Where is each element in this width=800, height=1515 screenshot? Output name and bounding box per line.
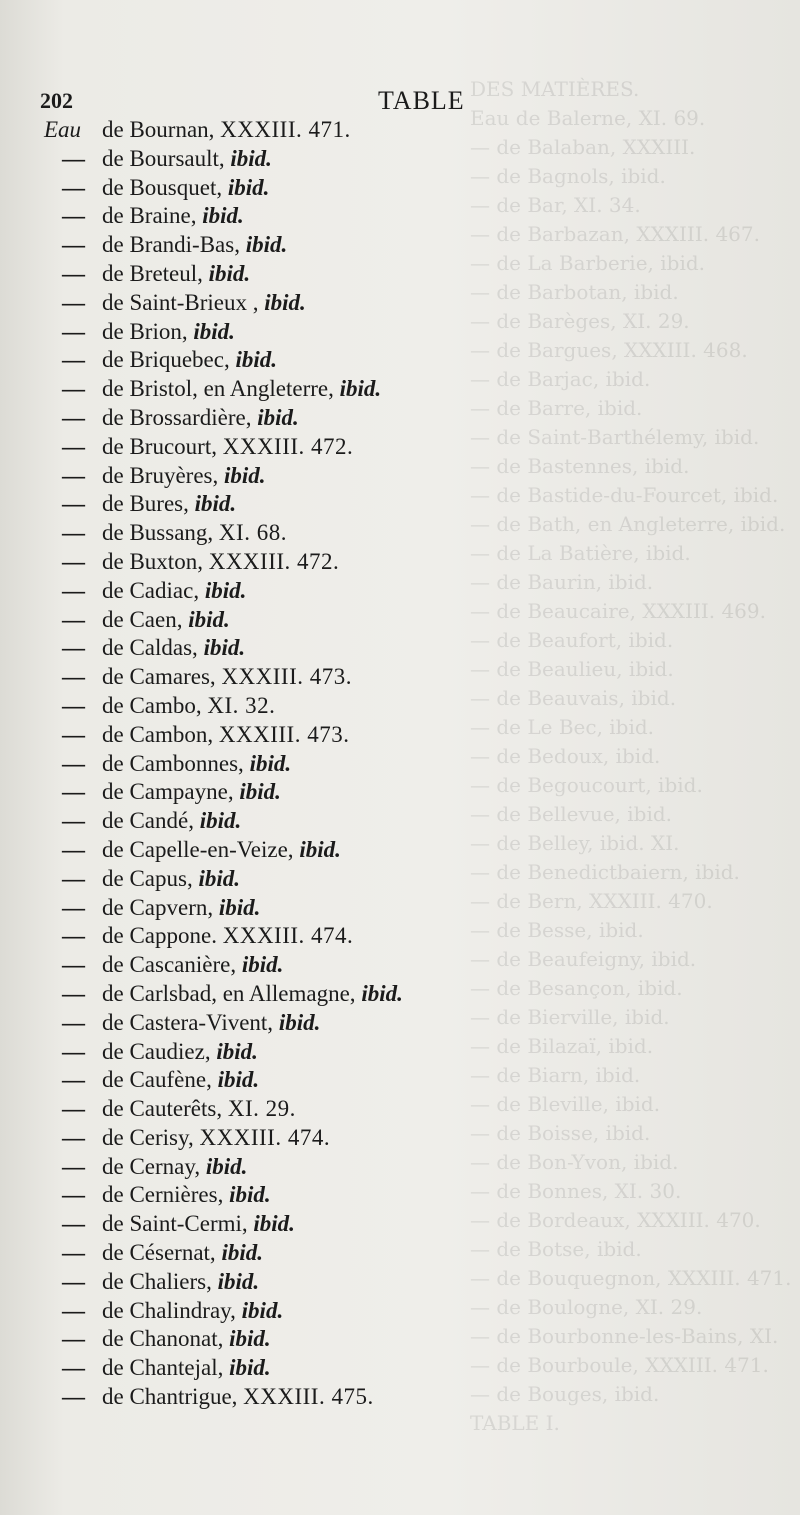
bleed-through-line: — de Bourboule, XXXIII. 471. <box>470 1353 769 1377</box>
bleed-through-line: — de Barbazan, XXXIII. 467. <box>470 222 760 246</box>
entry-ibid-reference: ibid. <box>208 260 251 286</box>
entry-ibid-reference: ibid. <box>257 404 299 430</box>
bleed-through-line: — de Beaucaire, XXXIII. 469. <box>470 599 766 623</box>
entry-ibid-reference: ibid. <box>229 1326 271 1352</box>
index-entry <box>44 346 744 375</box>
index-entry <box>44 174 744 203</box>
bleed-through-line: — de Saint-Barthélemy, ibid. <box>470 425 760 449</box>
entry-name: de Campayne, <box>102 779 234 805</box>
bleed-through-line: DES MATIÈRES. <box>470 77 640 101</box>
entry-name: de Boursault, <box>102 145 225 171</box>
index-entry <box>44 145 744 174</box>
repeat-dash: — <box>62 1211 85 1237</box>
entry-volume-page-reference: XXXIII. 472. <box>208 548 340 574</box>
entry-name: de Bousquet, <box>102 174 223 200</box>
bleed-through-line: — de Bonnes, XI. 30. <box>470 1179 682 1203</box>
repeat-dash: — <box>62 1240 85 1266</box>
index-entry <box>44 433 744 462</box>
bleed-through-line: — de Begoucourt, ibid. <box>470 773 703 797</box>
bleed-through-line: — de Bon-Yvon, ibid. <box>470 1150 679 1174</box>
bleed-through-line: — de Barre, ibid. <box>470 396 643 420</box>
entry-name: de Candé, <box>102 808 194 834</box>
bleed-through-line: — de Botse, ibid. <box>470 1237 642 1261</box>
repeat-dash: — <box>62 1096 85 1122</box>
entry-volume-page-reference: XXXIII. 474. <box>222 923 354 949</box>
entry-name: de Capus, <box>102 865 193 891</box>
entry-name: de Bristol, en Angleterre, <box>102 376 334 402</box>
entry-ibid-reference: ibid. <box>202 203 244 229</box>
repeat-dash: — <box>62 1067 85 1093</box>
bleed-through-line: — de Besse, ibid. <box>470 918 644 942</box>
entry-name: de Cambon, <box>102 721 214 747</box>
entry-ibid-reference: ibid. <box>203 635 246 661</box>
bleed-through-line: — de Biarn, ibid. <box>470 1063 641 1087</box>
bleed-through-line: — de Bordeaux, XXXIII. 470. <box>470 1208 761 1232</box>
bleed-through-line: — de Bleville, ibid. <box>470 1092 661 1116</box>
repeat-dash: — <box>62 721 85 747</box>
entry-name: de Cadiac, <box>102 577 200 603</box>
index-entry <box>44 606 744 635</box>
entry-name: de Brandi-Bas, <box>102 232 240 258</box>
entry-ibid-reference: ibid. <box>205 1153 248 1179</box>
repeat-dash: — <box>62 664 85 690</box>
entry-ibid-reference: ibid. <box>241 952 284 978</box>
bleed-through-line: — de Bourbonne-les-Bains, XI. <box>470 1324 779 1348</box>
entry-name: de Cauterêts, <box>102 1096 223 1122</box>
entry-name: de Caufène, <box>102 1067 212 1093</box>
bleed-through-line: — de Bern, XXXIII. 470. <box>470 889 713 913</box>
entry-ibid-reference: ibid. <box>249 750 292 776</box>
entry-ibid-reference: ibid. <box>235 347 278 373</box>
entry-name: de Buxton, <box>102 548 203 574</box>
repeat-dash: — <box>62 289 85 315</box>
repeat-dash: — <box>62 1355 85 1381</box>
repeat-dash: — <box>62 1297 85 1323</box>
entry-name: de Chantejal, <box>102 1355 224 1381</box>
index-entry <box>44 807 744 836</box>
index-entry <box>44 1038 744 1067</box>
entry-name: de Bussang, <box>102 520 214 546</box>
entry-ibid-reference: ibid. <box>194 491 237 517</box>
entry-name: de Caudiez, <box>102 1038 211 1064</box>
bleed-through-line: — de Bath, en Angleterre, ibid. <box>470 512 786 536</box>
entry-name: de Bournan, <box>102 117 215 142</box>
repeat-dash: — <box>62 980 85 1006</box>
index-entry <box>44 980 744 1009</box>
repeat-dash: — <box>62 260 85 286</box>
entry-ibid-reference: ibid. <box>278 1009 321 1035</box>
entry-name: de Castera-Vivent, <box>102 1009 274 1035</box>
entry-name: de Bruyères, <box>102 462 219 488</box>
index-entry <box>44 404 744 433</box>
entry-name: de Caen, <box>102 606 183 632</box>
bleed-through-line: — de Baurin, ibid. <box>470 570 654 594</box>
entry-ibid-reference: ibid. <box>216 1038 258 1064</box>
index-entry <box>44 836 744 865</box>
index-entry <box>44 1268 744 1297</box>
entry-ibid-reference: ibid. <box>241 1297 284 1323</box>
entry-name: de Brucourt, <box>102 433 217 459</box>
index-entry <box>44 663 744 692</box>
repeat-dash: — <box>62 174 85 200</box>
entry-ibid-reference: ibid. <box>229 1355 271 1381</box>
page-number: 202 <box>40 88 73 113</box>
bleed-through-line: — de Besançon, ibid. <box>470 976 683 1000</box>
repeat-dash: — <box>62 1384 85 1410</box>
bleed-through-line: — de Barbotan, ibid. <box>470 280 679 304</box>
entry-name: de Camares, <box>102 664 216 690</box>
bleed-through-line: — de Barèges, XI. 29. <box>470 309 690 333</box>
index-entry <box>44 750 744 779</box>
entry-ibid-reference: ibid. <box>193 318 235 344</box>
entry-name: de Cascanière, <box>102 952 237 978</box>
entry-ibid-reference: ibid. <box>245 232 288 258</box>
index-entry <box>44 490 744 519</box>
entry-ibid-reference: ibid. <box>299 836 341 862</box>
repeat-dash: — <box>62 779 85 805</box>
bleed-through-line: — de Boulogne, XI. 29. <box>470 1295 703 1319</box>
index-entry <box>44 519 744 548</box>
entry-name: de Cambonnes, <box>102 750 244 776</box>
entry-name: de Chaliers, <box>102 1268 212 1294</box>
entry-volume-page-reference: XXXIII. 474. <box>199 1124 331 1150</box>
entry-name: de Braine, <box>102 203 197 229</box>
repeat-dash: — <box>62 692 85 718</box>
index-entry <box>44 1181 744 1210</box>
index-entry <box>44 1124 744 1153</box>
entry-name: de Chanonat, <box>102 1326 224 1352</box>
entry-name: de Cernay, <box>102 1153 201 1179</box>
entry-name: de Cappone. <box>102 923 217 949</box>
repeat-dash: — <box>62 1153 85 1179</box>
entry-name: de Brossardière, <box>102 404 252 430</box>
repeat-dash: — <box>62 491 85 517</box>
repeat-dash: — <box>62 203 85 229</box>
entry-volume-page-reference: XXXIII. 473. <box>221 664 352 690</box>
index-entry <box>44 1210 744 1239</box>
entry-volume-page-reference: XI. 68. <box>218 520 287 546</box>
repeat-dash: — <box>62 577 85 603</box>
repeat-dash: — <box>62 952 85 978</box>
index-entry <box>44 548 744 577</box>
index-entry <box>44 1009 744 1038</box>
repeat-dash: — <box>62 808 85 834</box>
index-entry <box>44 462 744 491</box>
bleed-through-line: — de Bastennes, ibid. <box>470 454 690 478</box>
index-entry <box>44 894 744 923</box>
repeat-dash: — <box>62 232 85 258</box>
bleed-through-line: Eau de Balerne, XI. 69. <box>470 106 706 130</box>
repeat-dash: — <box>62 520 85 546</box>
entry-name: de Saint-Brieux , <box>102 289 259 315</box>
index-entry <box>44 318 744 347</box>
bleed-through-line: — de Beauvais, ibid. <box>470 686 677 710</box>
entry-ibid-reference: ibid. <box>253 1211 295 1237</box>
bleed-through-line: TABLE I. <box>470 1411 560 1435</box>
entry-name: de Saint-Cermi, <box>102 1211 248 1237</box>
bleed-through-line: — de Beaufeigny, ibid. <box>470 947 697 971</box>
index-entry <box>44 922 744 951</box>
entry-volume-page-reference: XXXIII. 473. <box>218 721 350 747</box>
index-entry <box>44 375 744 404</box>
entry-ibid-reference: ibid. <box>361 980 403 1006</box>
index-entry <box>44 1354 744 1383</box>
bleed-through-line: — de Boisse, ibid. <box>470 1121 651 1145</box>
repeat-dash: — <box>62 462 85 488</box>
index-entry <box>44 778 744 807</box>
repeat-dash: — <box>62 145 85 171</box>
repeat-dash: — <box>62 865 85 891</box>
bleed-through-line: — de Bargues, XXXIII. 468. <box>470 338 748 362</box>
repeat-dash: — <box>62 1124 85 1150</box>
entry-volume-page-reference: XI. 29. <box>227 1096 296 1122</box>
index-entry <box>44 1153 744 1182</box>
repeat-dash: — <box>62 376 85 402</box>
entry-ibid-reference: ibid. <box>339 376 382 402</box>
entry-name: de Chantrigue, <box>102 1384 238 1410</box>
repeat-dash: — <box>62 1268 85 1294</box>
entry-ibid-reference: ibid. <box>198 865 240 891</box>
entry-name: de Cernières, <box>102 1182 224 1208</box>
entry-name: de Chalindray, <box>102 1297 236 1323</box>
entry-ibid-reference: ibid. <box>218 894 261 920</box>
entry-name: de Breteul, <box>102 260 203 286</box>
bleed-through-line: — de Bilazaï, ibid. <box>470 1034 654 1058</box>
repeat-dash: — <box>62 923 85 949</box>
entry-name: de Cerisy, <box>102 1124 194 1150</box>
repeat-dash: — <box>62 347 85 373</box>
entry-volume-page-reference: XXXIII. 475. <box>243 1384 374 1410</box>
bleed-through-line: — de Le Bec, ibid. <box>470 715 655 739</box>
index-entry <box>44 202 744 231</box>
entry-name: de Césernat, <box>102 1240 216 1266</box>
entry-volume-page-reference: XXXIII. 472. <box>222 433 354 459</box>
bleed-through-line: — de Beaufort, ibid. <box>470 628 674 652</box>
bleed-through-line: — de Balaban, XXXIII. <box>470 135 696 159</box>
entry-name: de Briquebec, <box>102 347 230 373</box>
repeat-dash: — <box>62 635 85 661</box>
repeat-dash: — <box>62 606 85 632</box>
entry-ibid-reference: ibid. <box>204 577 247 603</box>
bleed-through-line: — de Bagnols, ibid. <box>470 164 666 188</box>
bleed-through-line: — de Belley, ibid. XI. <box>470 831 680 855</box>
index-entry <box>44 634 744 663</box>
entry-ibid-reference: ibid. <box>217 1268 260 1294</box>
running-title: TABLE <box>378 86 465 115</box>
index-entry <box>44 577 744 606</box>
repeat-dash: — <box>62 1326 85 1352</box>
entry-ibid-reference: ibid. <box>221 1240 263 1266</box>
bleed-through-line: — de Beaulieu, ibid. <box>470 657 674 681</box>
index-entry <box>44 692 744 721</box>
index-entry <box>44 1297 744 1326</box>
bleed-through-line: — de Bedoux, ibid. <box>470 744 661 768</box>
bleed-through-line: — de Bierville, ibid. <box>470 1005 670 1029</box>
index-entry <box>44 289 744 318</box>
bleed-through-line: — de Bouges, ibid. <box>470 1382 660 1406</box>
index-entry <box>44 231 744 260</box>
entry-ibid-reference: ibid. <box>188 606 230 632</box>
page-header <box>40 86 520 120</box>
entry-ibid-reference: ibid. <box>224 462 266 488</box>
repeat-dash: — <box>62 548 85 574</box>
bleed-through-line: — de Bouquegnon, XXXIII. 471. <box>470 1266 792 1290</box>
repeat-dash: — <box>62 433 85 459</box>
entry-ibid-reference: ibid. <box>227 174 270 200</box>
repeat-dash: — <box>62 318 85 344</box>
index-entry <box>44 1095 744 1124</box>
repeat-dash: — <box>62 1182 85 1208</box>
index-entry <box>44 116 744 145</box>
repeat-dash: — <box>62 750 85 776</box>
index-entry-list <box>44 116 744 1412</box>
entry-name: de Capelle-en-Veize, <box>102 836 294 862</box>
repeat-dash: — <box>62 894 85 920</box>
repeat-dash: — <box>62 404 85 430</box>
entry-heading-word: Eau <box>44 117 82 142</box>
index-entry <box>44 721 744 750</box>
index-entry <box>44 1383 744 1412</box>
repeat-dash: — <box>62 836 85 862</box>
entry-name: de Cambo, <box>102 692 202 718</box>
entry-name: de Caldas, <box>102 635 198 661</box>
entry-name: de Capvern, <box>102 894 214 920</box>
index-entry <box>44 1325 744 1354</box>
entry-ibid-reference: ibid. <box>239 779 281 805</box>
entry-name: de Brion, <box>102 318 188 344</box>
entry-volume-page-reference: XXXIII. 471. <box>220 117 351 142</box>
entry-ibid-reference: ibid. <box>199 808 242 834</box>
bleed-through-line: — de Barjac, ibid. <box>470 367 651 391</box>
index-entry <box>44 865 744 894</box>
entry-ibid-reference: ibid. <box>217 1067 260 1093</box>
bleed-through-line: — de La Batière, ibid. <box>470 541 691 565</box>
bleed-through-line: — de Bar, XI. 34. <box>470 193 641 217</box>
entry-ibid-reference: ibid. <box>264 289 306 315</box>
bleed-through-line: — de Benedictbaiern, ibid. <box>470 860 740 884</box>
entry-name: de Carlsbad, en Allemagne, <box>102 980 356 1006</box>
bleed-through-line: — de Bastide-du-Fourcet, ibid. <box>470 483 779 507</box>
index-entry <box>44 260 744 289</box>
entry-ibid-reference: ibid. <box>230 145 272 171</box>
entry-volume-page-reference: XI. 32. <box>207 692 276 718</box>
repeat-dash: — <box>62 1038 85 1064</box>
bleed-through-line: — de Bellevue, ibid. <box>470 802 673 826</box>
repeat-dash: — <box>62 1009 85 1035</box>
index-entry <box>44 951 744 980</box>
entry-name: de Bures, <box>102 491 189 517</box>
index-entry <box>44 1066 744 1095</box>
bleed-through-line: — de La Barberie, ibid. <box>470 251 705 275</box>
entry-ibid-reference: ibid. <box>229 1182 271 1208</box>
index-entry <box>44 1239 744 1268</box>
